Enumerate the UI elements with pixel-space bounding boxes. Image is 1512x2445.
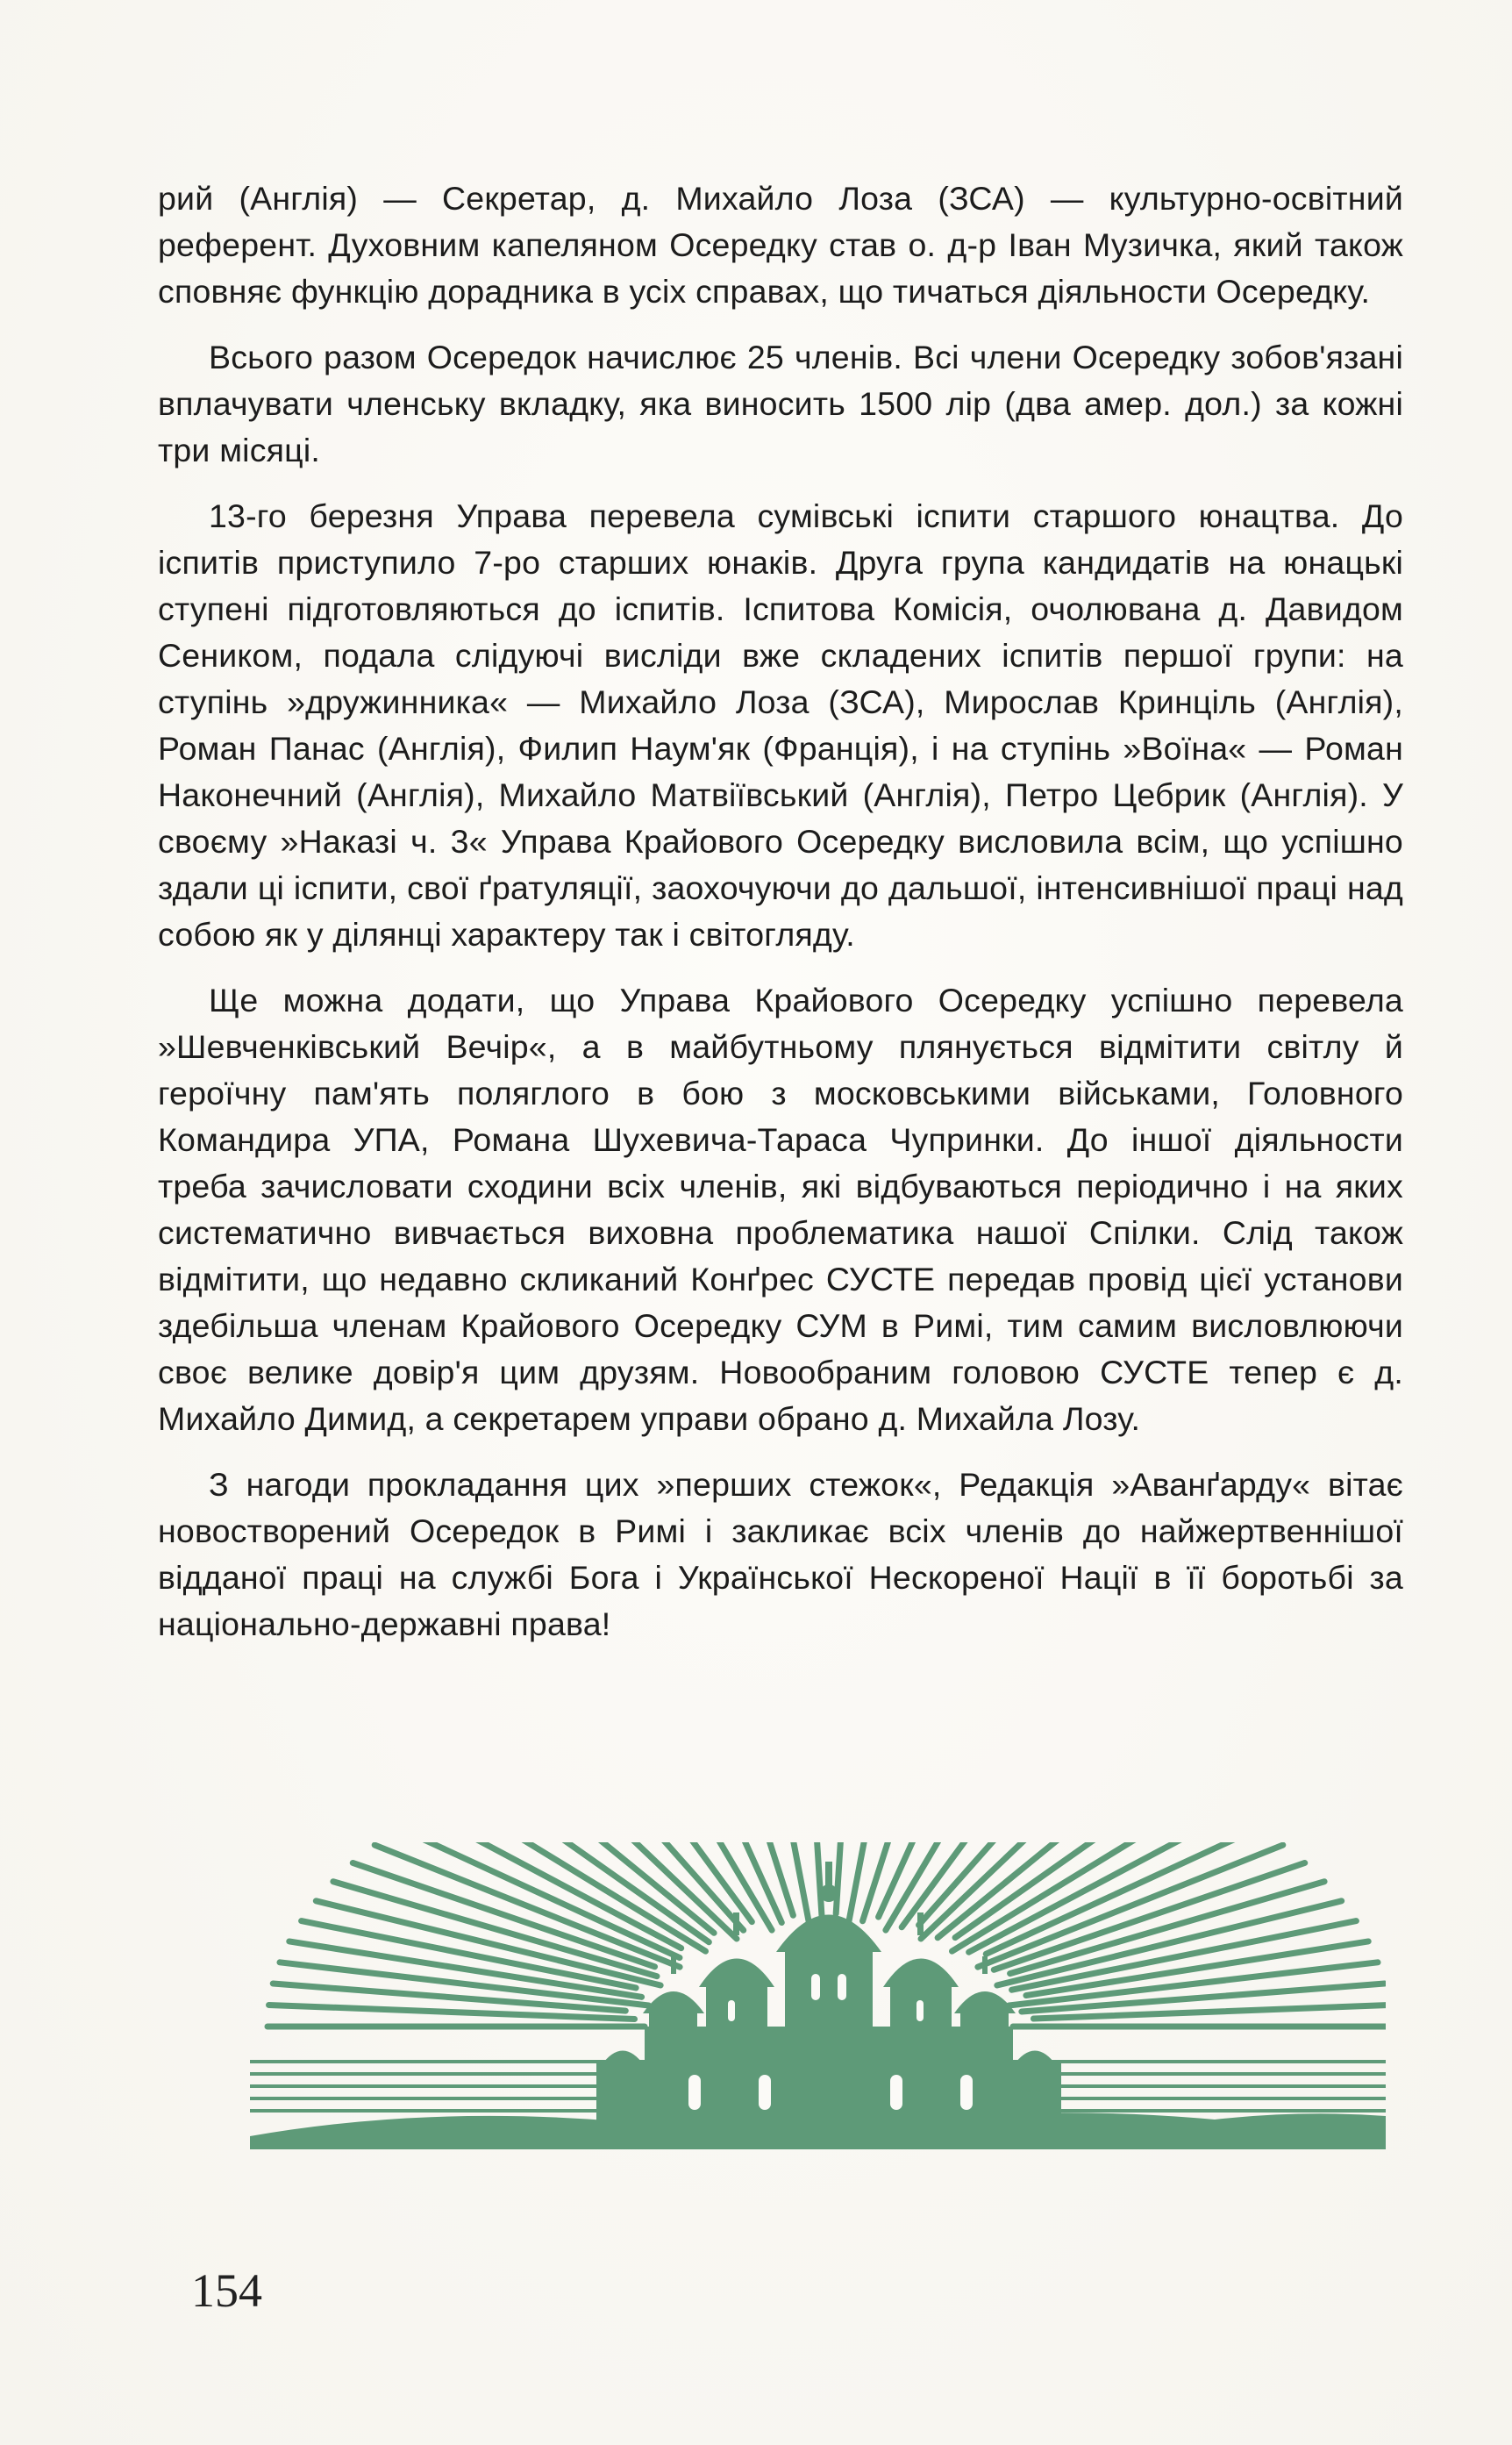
sun-ray — [986, 1842, 1259, 1954]
paragraph-3: 13-го березня Управа перевела сумівські іспити старшого юнацтва. До іспитів приступило 7-ро старших юнаків. Друга група кандидатів на юнацькі ступені підготовляються до іспитів. Іспитова Комісія, очолювана д. Давидом Сеником, подала слідуючі висліди вже складених іспитів першої групи: на ступінь »дружинника« — Михайло Лоза (ЗСА), Мирослав Кринціль (Англія), Роман Панас (Англія), Филип Наум'як (Франція), і на ступінь »Воїна« — Роман Наконечний (Англія), Михайло Матвіївський (Англія), Петро Цебрик (Англія). У своєму »Наказі ч. 3« Управа Крайового Осередку висловила всім, що успішно здали ці іспити, свої ґратуляції, заохочуючи до дальшої, інтенсивнішої праці над собою як у ділянці характеру так і світогляду. — [158, 497, 1403, 953]
paragraph-4: Ще можна додати, що Управа Крайового Осередку успішно перевела »Шевченківський Вечір«, а в майбутньому плянується відмітити світлу й героїчну пам'ять поляглого в бою з московськими військами, Головного Командира УПА, Романа Шухевича-Тараса Чупринки. До іншої діяльности треба зачисловати сходини всіх членів, які відбуваються періодично і на яких систематично вивчається виховна проблематика нашої Спілки. Слід також відмітити, що недавно скликаний Конґрес СУСТЕ передав провід цієї установи здебільша членам Крайового Осередку СУМ в Римі, тим самим висловлюючи своє велике довір'я цим друзям. Новообраним головою СУСТЕ тепер є д. Михайло Димид, а секретарем управи обрано д. Михайла Лозу. — [158, 982, 1403, 1437]
cathedral-woodcut-illustration — [250, 1842, 1386, 2149]
article-text — [158, 175, 1403, 1667]
sun-ray — [836, 1842, 848, 1913]
paragraph-2: Всього разом Осередок начислює 25 членів. Всі члени Осередку зобов'язані вплачувати членську вкладку, яка виносить 1500 лір (два амер. дол.) за кожні три місяці. — [158, 339, 1403, 468]
paragraph-1: рий (Англія) — Секретар, д. Михайло Лоза (ЗСА) — культурно-освітний референт. Духовним капеляном Осередку став о. д-р Іван Музичка, який також сповняє функцію дорадника в усіх справах, що тичаться діяльности Осередку. — [158, 180, 1403, 310]
sun-ray — [955, 1842, 1174, 1938]
sun-ray — [919, 1842, 1075, 1925]
sun-ray — [582, 1842, 743, 1930]
sun-ray — [809, 1842, 823, 1920]
page-number: 154 — [191, 2264, 262, 2317]
paragraph-5: З нагоди прокладання цих »перших стежок«, Редакція »Аванґарду« вітає новостворений Осередок в Римі і закликає всіх членів до найжертвеннішої відданої праці на службі Бога і Української Нескореної Нації в її боротьбі за національно-державні права! — [158, 1466, 1403, 1642]
